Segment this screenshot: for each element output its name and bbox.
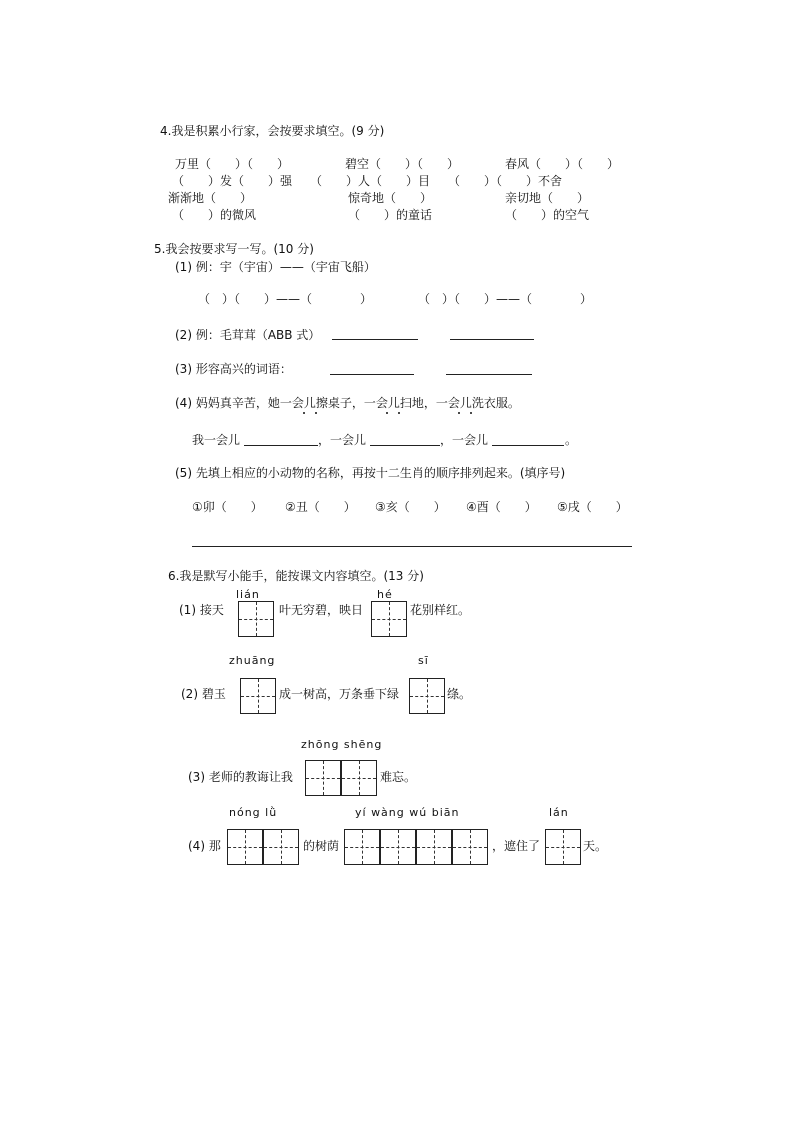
q6-s4-text-d: 天。 [583,839,608,853]
q5-p2-answer-line-2[interactable] [450,339,534,340]
q5-p1-blank-a[interactable]: （ ）（ ）——（ ） [198,292,373,306]
q6-s2-pinyin-2: sī [418,654,429,667]
q5-p4-label: (4) 妈妈真辛苦，她一会儿擦桌子，一会儿扫地，一会儿洗衣服。 [175,396,520,410]
q5-p5-item-hai[interactable]: ③亥（ ） [375,500,446,514]
q6-s2-text-a: (2) 碧玉 [181,687,226,701]
q5-p4-end: 。 [565,433,578,447]
q6-s4-text-b: 的树荫 [303,839,340,853]
q4-item-wanli: 万里（ ）（ ） [175,157,290,171]
q5-p5-item-you[interactable]: ④酉（ ） [466,500,537,514]
q6-s4-text-c: ，遮住了 [492,839,541,853]
q6-s4-writing-box-1[interactable] [227,829,263,865]
q5-p2-label: (2) 例：毛茸茸（ABB 式） [175,328,321,342]
emphasis-dot [458,412,460,414]
q6-s1-writing-box-2[interactable] [371,601,407,637]
q6-s3-text-a: (3) 老师的教诲让我 [188,770,293,784]
q6-s1-pinyin-1: lián [236,588,260,601]
q5-p3-answer-line-1[interactable] [330,374,414,375]
q6-s4-writing-box-3[interactable] [344,829,380,865]
q5-p5-item-chou[interactable]: ②丑（ ） [285,500,356,514]
q5-p4-answer-line-2[interactable] [370,445,440,446]
q6-s2-text-b: 成一树高，万条垂下绿 [279,687,400,701]
q5-p4-answer-line-1[interactable] [244,445,318,446]
q6-s3-pinyin: zhōng shēng [301,738,383,751]
q6-s3-writing-box-1[interactable] [305,760,341,796]
q5-p2-answer-line-1[interactable] [332,339,418,340]
q6-s2-text-c: 绦。 [447,687,472,701]
q5-p3-label: (3) 形容高兴的词语： [175,362,292,376]
q5-p5-label: (5) 先填上相应的小动物的名称，再按十二生肖的顺序排列起来。(填序号) [175,466,566,480]
q6-s1-pinyin-2: hé [377,588,393,601]
q6-s4-pinyin-3: lán [549,806,569,819]
q6-s1-text-a: (1) 接天 [179,603,224,617]
q6-s1-text-c: 花别样红。 [410,603,471,617]
q4-row2: （ ）发（ ）强 （ ）人（ ）目 （ ）（ ）不舍 [172,174,563,188]
q4-item-weifeng: （ ）的微风 [172,208,257,222]
q5-p1-example: (1) 例：宇（宇宙）——（宇宙飞船） [175,260,376,274]
q6-s2-pinyin-1: zhuāng [229,654,276,667]
emphasis-dot [303,412,305,414]
q5-p4-answer-line-3[interactable] [492,445,564,446]
q6-s4-writing-box-4[interactable] [380,829,416,865]
q6-s1-writing-box-1[interactable] [238,601,274,637]
q5-p5-item-xu[interactable]: ⑤戌（ ） [557,500,628,514]
q6-s3-text-b: 难忘。 [380,770,417,784]
q5-p3-answer-line-2[interactable] [446,374,532,375]
q5-p1-blank-b[interactable]: （ ）（ ）——（ ） [418,292,593,306]
q4-item-tonghua: （ ）的童话 [348,208,433,222]
q5-p4-s1: 我一会儿 [192,433,241,447]
q6-s4-text-a: (4) 那 [188,839,221,853]
emphasis-dot [470,412,472,414]
q6-s4-pinyin-2: yí wàng wú biān [355,806,460,819]
q5-p5-answer-line[interactable] [192,546,632,547]
q6-s4-pinyin-1: nóng lǜ [229,806,278,819]
q4-item-chunfeng: 春风（ ）（ ） [505,157,620,171]
q4-title: 4.我是积累小行家，会按要求填空。(9 分) [160,124,385,138]
q6-s2-writing-box-1[interactable] [240,678,276,714]
q5-p5-item-mao[interactable]: ①卯（ ） [192,500,263,514]
q4-item-jingqi: 惊奇地（ ） [348,191,433,205]
q5-p4-s2: ，一会儿 [318,433,367,447]
emphasis-dot [315,412,317,414]
q6-s3-writing-box-2[interactable] [341,760,377,796]
q4-item-kongqi: （ ）的空气 [505,208,590,222]
q4-item-qinqie: 亲切地（ ） [505,191,590,205]
q6-title: 6.我是默写小能手，能按课文内容填空。(13 分) [168,569,424,583]
q5-p4-s3: ，一会儿 [440,433,489,447]
q6-s4-writing-box-7[interactable] [545,829,581,865]
emphasis-dot [398,412,400,414]
q4-item-bikong: 碧空（ ）（ ） [345,157,460,171]
q6-s4-writing-box-2[interactable] [263,829,299,865]
q4-item-jianjian: 渐渐地（ ） [168,191,253,205]
q5-title: 5.我会按要求写一写。(10 分) [154,242,314,256]
emphasis-dot [386,412,388,414]
q6-s4-writing-box-5[interactable] [416,829,452,865]
q6-s4-writing-box-6[interactable] [452,829,488,865]
q6-s1-text-b: 叶无穷碧，映日 [279,603,364,617]
q6-s2-writing-box-2[interactable] [409,678,445,714]
